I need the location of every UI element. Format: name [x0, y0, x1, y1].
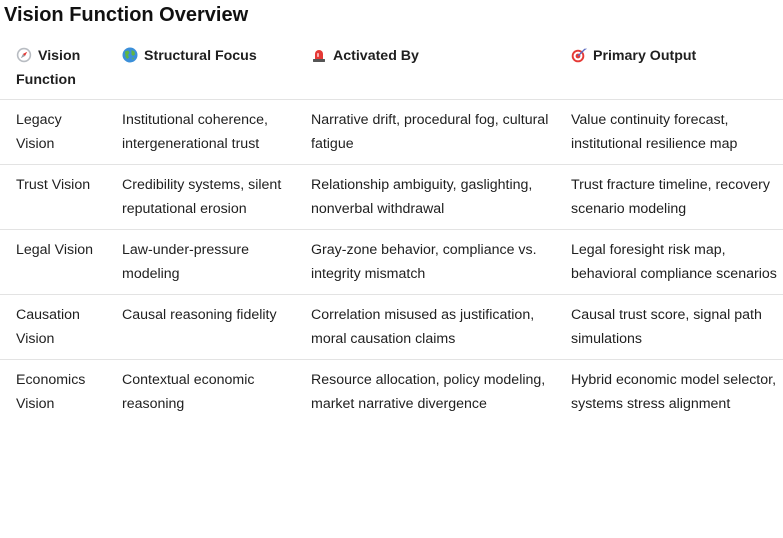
- activated-by-cell: Resource allocation, policy modeling, market narrative divergence: [311, 372, 546, 412]
- vision-function-cell: Economics Vision: [16, 372, 86, 412]
- primary-output-cell: Value continuity forecast, institutional resilience map: [555, 100, 783, 165]
- primary-output-cell: Legal foresight risk map, behavioral compliance scenarios: [555, 230, 783, 295]
- table-row: [0, 360, 783, 425]
- vision-function-cell: Causation Vision: [0, 295, 106, 360]
- structural-focus-cell: Credibility systems, silent reputational erosion: [106, 165, 295, 230]
- column-header-structural-focus: Structural Focus: [106, 36, 295, 100]
- column-header-activated-by: Activated By: [295, 36, 555, 100]
- siren-icon: [311, 47, 327, 63]
- table-header-row: [0, 36, 783, 100]
- structural-focus-cell: Institutional coherence, intergenerational trust: [106, 100, 295, 165]
- compass-icon: [16, 47, 32, 63]
- primary-output-cell: Trust fracture timeline, recovery scenario modeling: [555, 165, 783, 230]
- column-header-vision-function: Vision Function: [0, 36, 106, 100]
- activated-by-cell: Correlation misused as justification, moral causation claims: [295, 295, 555, 360]
- table-row: [0, 165, 783, 230]
- table-row: [0, 230, 783, 295]
- primary-output-cell: Hybrid economic model selector, systems stress alignment: [571, 372, 777, 412]
- target-icon: [571, 47, 587, 63]
- globe-icon: [122, 47, 138, 63]
- vision-function-table: [0, 36, 783, 424]
- page-title: Vision Function Overview: [4, 4, 249, 26]
- table-row: [0, 295, 783, 360]
- structural-focus-cell: Contextual economic reasoning: [122, 372, 255, 412]
- primary-output-cell: Causal trust score, signal path simulations: [555, 295, 783, 360]
- vision-function-cell: Legal Vision: [0, 230, 106, 295]
- activated-by-cell: Narrative drift, procedural fog, cultural fatigue: [295, 100, 555, 165]
- vision-function-cell: Trust Vision: [0, 165, 106, 230]
- structural-focus-cell: Causal reasoning fidelity: [106, 295, 295, 360]
- table-row: [0, 100, 783, 165]
- structural-focus-cell: Law-under-pressure modeling: [106, 230, 295, 295]
- activated-by-cell: Relationship ambiguity, gaslighting, nonverbal withdrawal: [295, 165, 555, 230]
- activated-by-cell: Gray-zone behavior, compliance vs. integrity mismatch: [295, 230, 555, 295]
- column-header-primary-output: Primary Output: [555, 36, 783, 100]
- vision-function-cell: Legacy Vision: [0, 100, 106, 165]
